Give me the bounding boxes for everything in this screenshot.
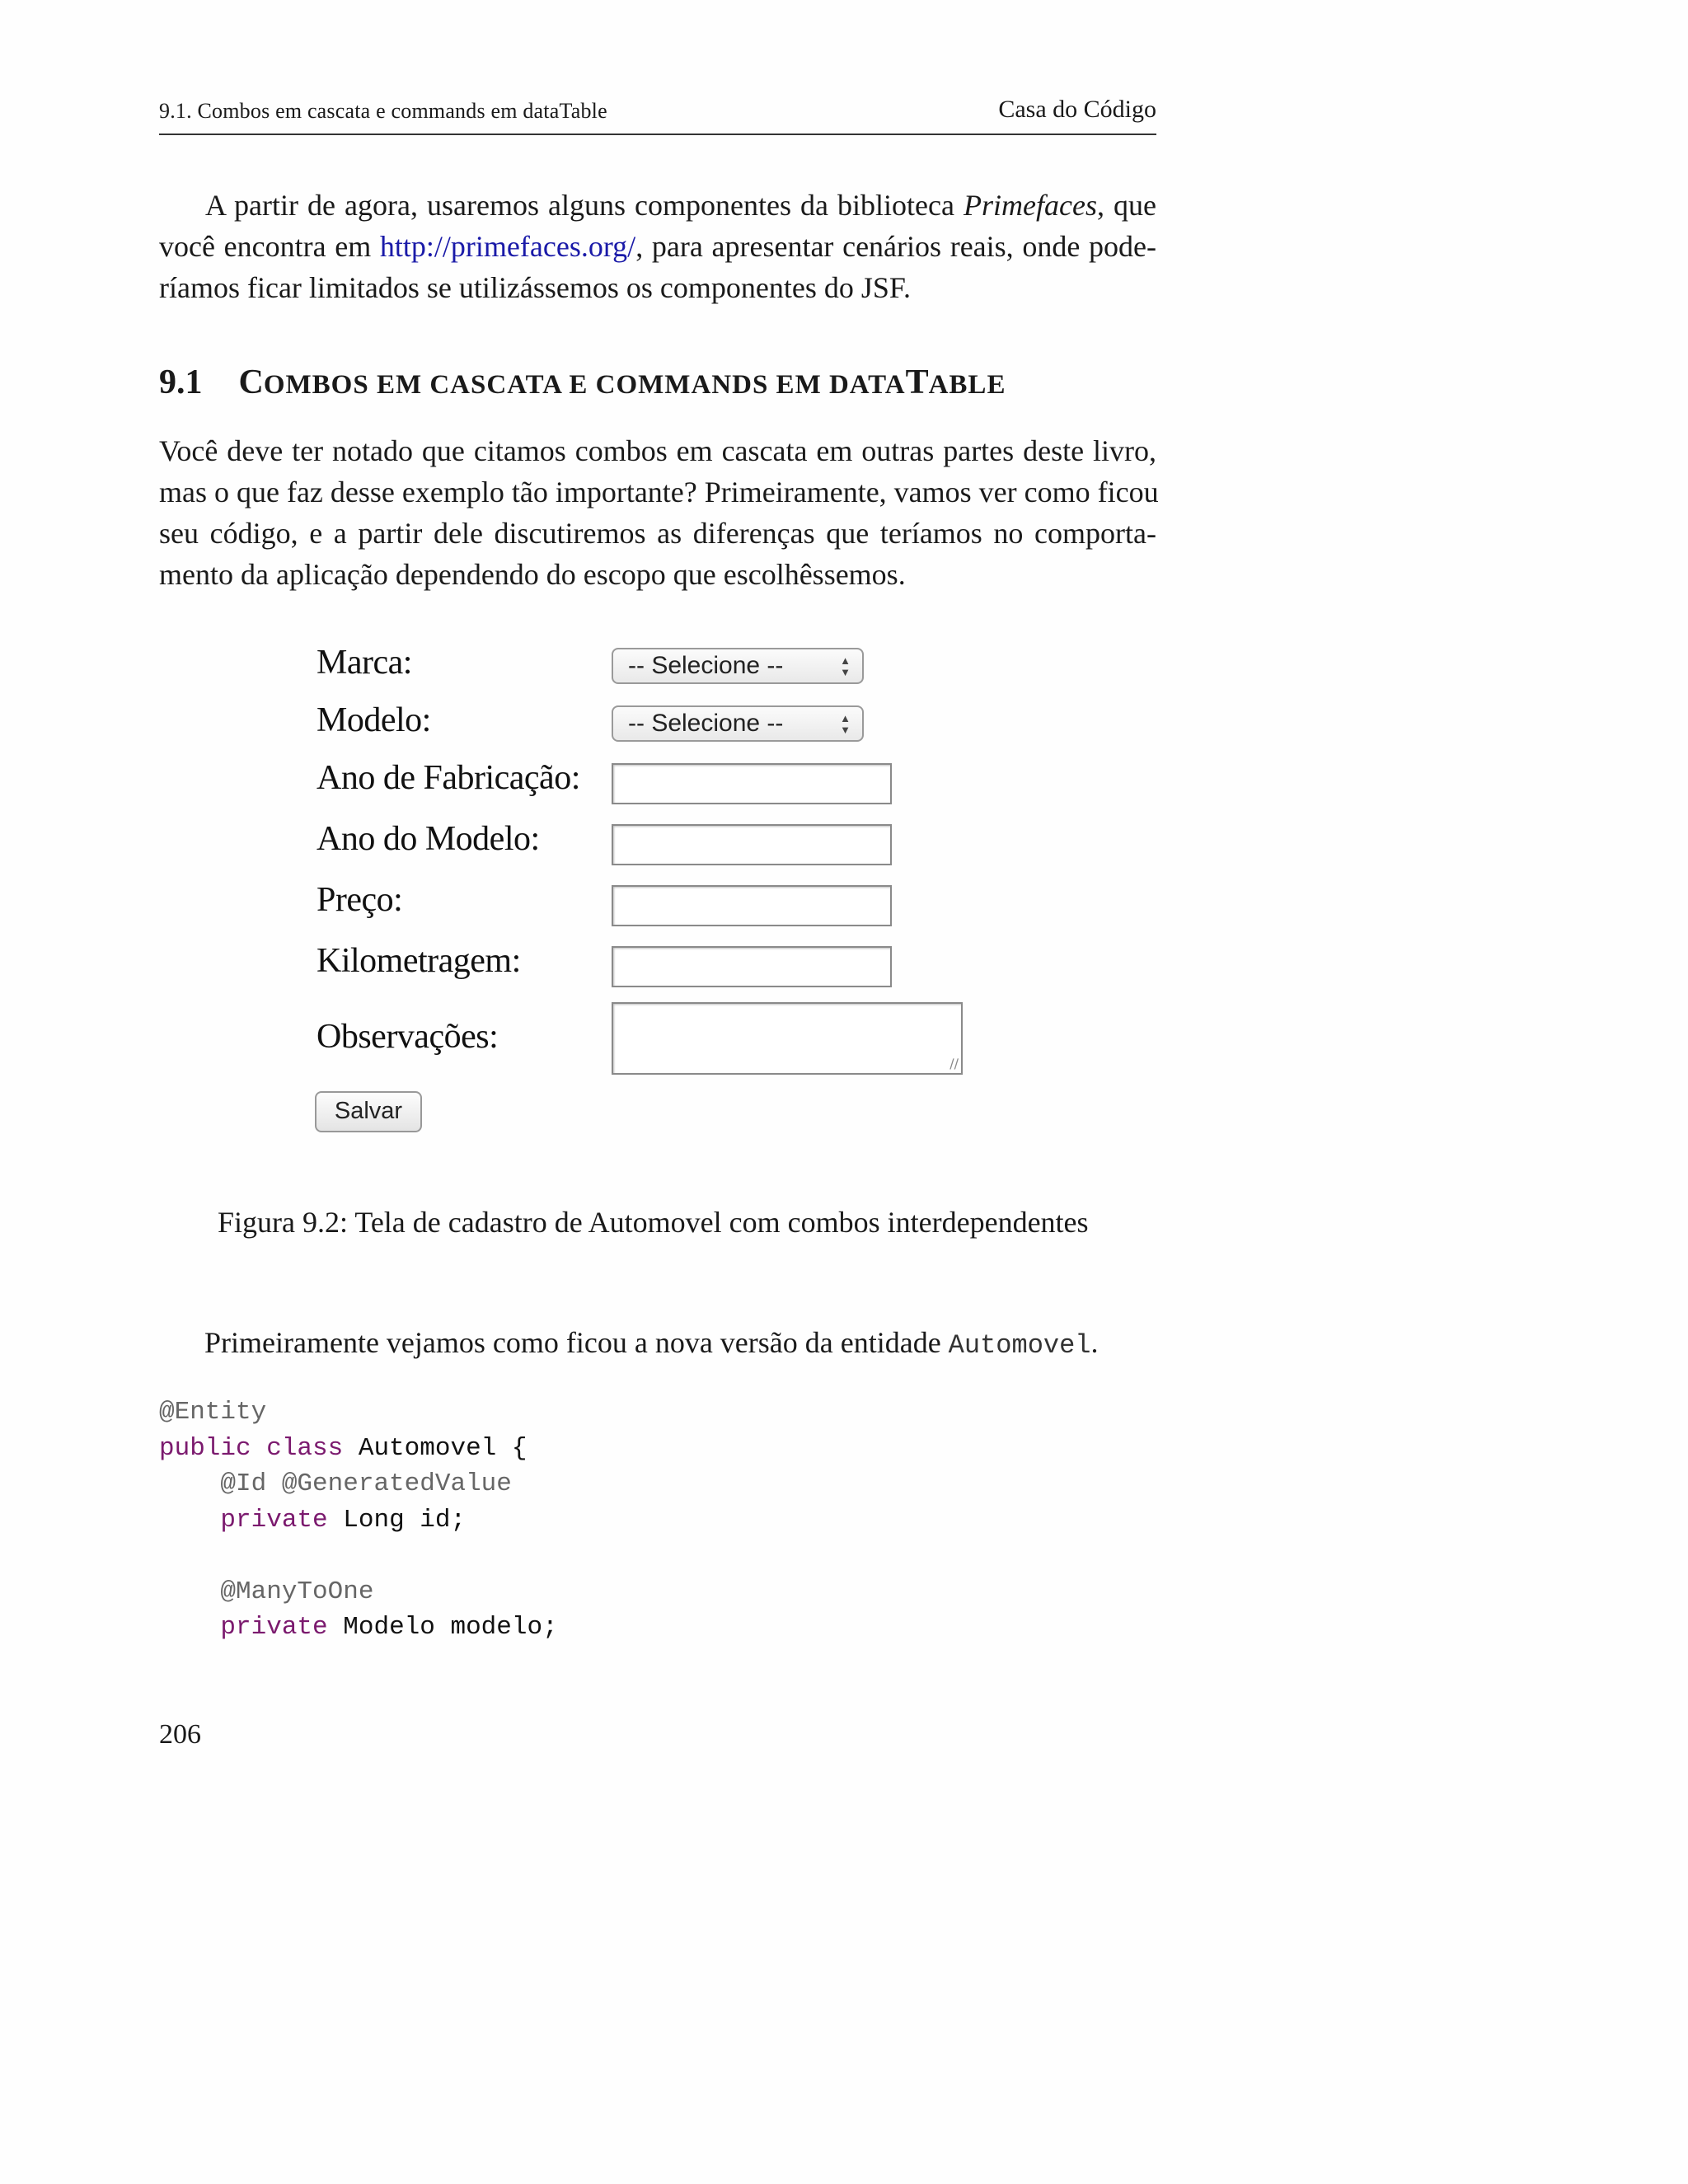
intro-paragraph: [159, 185, 1156, 308]
section-title: COMBOS EM CASCATA E COMMANDS EM DATATABLE: [238, 363, 1006, 401]
modelo-select-value: -- Selecione --: [628, 710, 784, 737]
ano-fabricacao-input[interactable]: [612, 763, 892, 804]
select-arrows-icon: ▲ ▼: [840, 654, 851, 678]
modelo-label: Modelo:: [316, 701, 431, 739]
code-listing: [159, 1394, 558, 1646]
intro-line-1: A partir de agora, usaremos alguns componentes da biblioteca Primefaces, que: [205, 189, 1156, 222]
ano-modelo-label: Ano do Modelo:: [316, 820, 540, 858]
code-line-blank: [159, 1538, 558, 1574]
ano-fabricacao-label: Ano de Fabricação:: [316, 759, 580, 797]
body-line: Você deve ter notado que citamos combos em cascata em outras partes deste livro,: [159, 434, 1156, 467]
primefaces-emphasis: Primefaces: [964, 189, 1097, 222]
resize-grip-icon[interactable]: ∕∕: [950, 1056, 959, 1071]
code-intro-line: Primeiramente vejamos como ficou a nova versão da entidade Automovel.: [204, 1326, 1099, 1361]
observacoes-label: Observações:: [316, 1018, 499, 1056]
code-line: private Modelo modelo;: [220, 1613, 558, 1642]
ano-modelo-input[interactable]: [612, 824, 892, 865]
body-line: mas o que faz desse exemplo tão importante? Primeiramente, vamos ver como ficou: [159, 476, 1159, 509]
kilometragem-input[interactable]: [612, 946, 892, 987]
marca-label: Marca:: [316, 644, 412, 682]
section-number: 9.1: [159, 363, 203, 401]
code-line: private Long id;: [220, 1505, 467, 1535]
inline-code-automovel: Automovel: [948, 1330, 1091, 1361]
preco-input[interactable]: [612, 885, 892, 926]
form-screenshot-figure: [305, 635, 964, 1154]
code-line: public class Automovel {: [159, 1433, 528, 1463]
intro-line-2: você encontra em http://primefaces.org/, para apresentar cenários reais, onde pode-: [159, 230, 1156, 263]
observacoes-textarea[interactable]: [612, 1002, 963, 1075]
code-intro-paragraph: [204, 1322, 1160, 1366]
code-line: @Entity: [159, 1398, 267, 1427]
figure-caption: Figura 9.2: Tela de cadastro de Automovel com combos interdependentes: [218, 1206, 1089, 1239]
page-number: 206: [159, 1719, 201, 1750]
code-line: @Id @GeneratedValue: [220, 1469, 512, 1498]
marca-select[interactable]: [612, 648, 864, 684]
preco-label: Preço:: [316, 881, 403, 919]
marca-select-value: -- Selecione --: [628, 652, 784, 679]
modelo-select[interactable]: [612, 705, 864, 742]
section-heading: [159, 363, 1231, 402]
running-header: [159, 96, 1156, 135]
select-arrows-icon: ▲ ▼: [840, 712, 851, 736]
code-line: @ManyToOne: [220, 1577, 374, 1606]
kilometragem-label: Kilometragem:: [316, 942, 521, 980]
save-button[interactable]: Salvar: [315, 1091, 422, 1132]
intro-line-3: ríamos ficar limitados se utilizássemos os componentes do JSF.: [159, 271, 912, 304]
body-paragraph: [159, 430, 1159, 595]
body-line: seu código, e a partir dele discutiremos as diferenças que teríamos no comporta-: [159, 517, 1156, 550]
header-publisher: Casa do Código: [998, 96, 1156, 123]
primefaces-link[interactable]: http://primefaces.org/: [379, 230, 636, 263]
body-line: mento da aplicação dependendo do escopo que escolhêssemos.: [159, 558, 906, 591]
header-section-title: 9.1. Combos em cascata e commands em dataTable: [159, 99, 607, 123]
